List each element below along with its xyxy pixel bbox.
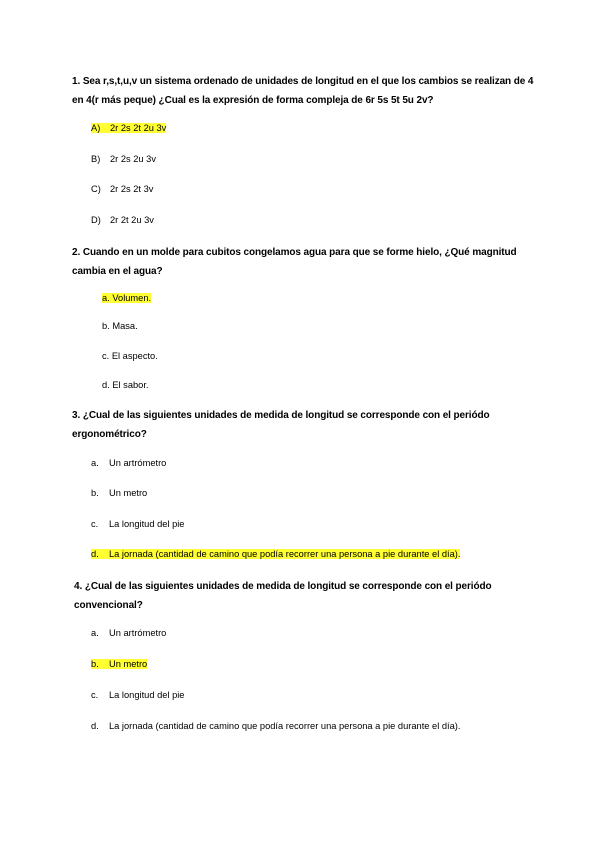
option-text: c. El aspecto. [102, 351, 158, 361]
highlighted-answer [91, 123, 166, 133]
answer-option [91, 548, 460, 560]
highlighted-answer [91, 659, 147, 669]
option-letter: B) [91, 154, 101, 164]
answer-option [91, 183, 153, 195]
option-text: Un artrómetro [109, 458, 167, 468]
option-text: 2r 2t 2u 3v [110, 215, 154, 225]
option-text: La jornada (cantidad de camino que podía recorrer una persona a pie durante el día). [109, 721, 461, 731]
answer-option [102, 379, 149, 391]
question-text: ¿Cual de las siguientes unidades de medida de longitud se corresponde con el periódo ergonométrico? [72, 410, 490, 440]
option-text: 2r 2s 2t 2u 3v [110, 123, 167, 133]
highlighted-answer [91, 549, 460, 559]
option-text: Un metro [109, 488, 148, 498]
answer-option [91, 720, 460, 732]
option-letter: c. [91, 519, 99, 529]
answer-option [102, 350, 158, 362]
option-letter: c. [91, 690, 99, 700]
option-text: d. El sabor. [102, 380, 149, 390]
answer-option [91, 689, 184, 701]
answer-option [91, 457, 166, 469]
highlighted-answer: a. Volumen. [102, 293, 152, 303]
option-text: 2r 2s 2u 3v [110, 154, 156, 164]
question-2 [72, 243, 542, 281]
question-number: 4. [74, 581, 83, 592]
question-1 [72, 72, 542, 110]
option-letter: d. [91, 721, 99, 731]
question-number: 1. [72, 76, 81, 87]
answer-option [91, 518, 184, 530]
answer-option [102, 292, 151, 304]
question-text: Cuando en un molde para cubitos congelamos agua para que se forme hielo, ¿Qué magnitud cambia en el agua? [72, 247, 517, 277]
question-text: Sea r,s,t,u,v un sistema ordenado de unidades de longitud en el que los cambios se realizan de 4 en 4(r más peque) ¿Cual es la expresión de forma compleja de 6r 5s 5t 5u 2v? [72, 76, 534, 106]
option-text: La jornada (cantidad de camino que podía recorrer una persona a pie durante el día). [109, 549, 461, 559]
question-number: 3. [72, 410, 81, 421]
option-letter: d. [91, 549, 99, 559]
answer-option [91, 658, 147, 670]
option-text: La longitud del pie [109, 519, 185, 529]
answer-option [91, 153, 156, 165]
option-text: Un artrómetro [109, 628, 167, 638]
question-text: ¿Cual de las siguientes unidades de medida de longitud se corresponde con el periódo convencional? [74, 581, 492, 611]
option-letter: C) [91, 184, 101, 194]
option-letter: a. [91, 628, 99, 638]
question-3 [72, 406, 542, 444]
option-letter: a. [91, 458, 99, 468]
option-text: La longitud del pie [109, 690, 185, 700]
question-4 [74, 577, 544, 615]
option-letter: A) [91, 123, 101, 133]
question-number: 2. [72, 247, 81, 258]
answer-option [102, 320, 138, 332]
option-letter: D) [91, 215, 101, 225]
option-letter: b. [91, 659, 99, 669]
answer-option [91, 122, 166, 134]
option-text: Un metro [109, 659, 148, 669]
option-letter: b. [91, 488, 99, 498]
option-text: 2r 2s 2t 3v [110, 184, 154, 194]
option-text: b. Masa. [102, 321, 138, 331]
answer-option [91, 627, 166, 639]
answer-option [91, 487, 147, 499]
answer-option [91, 214, 154, 226]
